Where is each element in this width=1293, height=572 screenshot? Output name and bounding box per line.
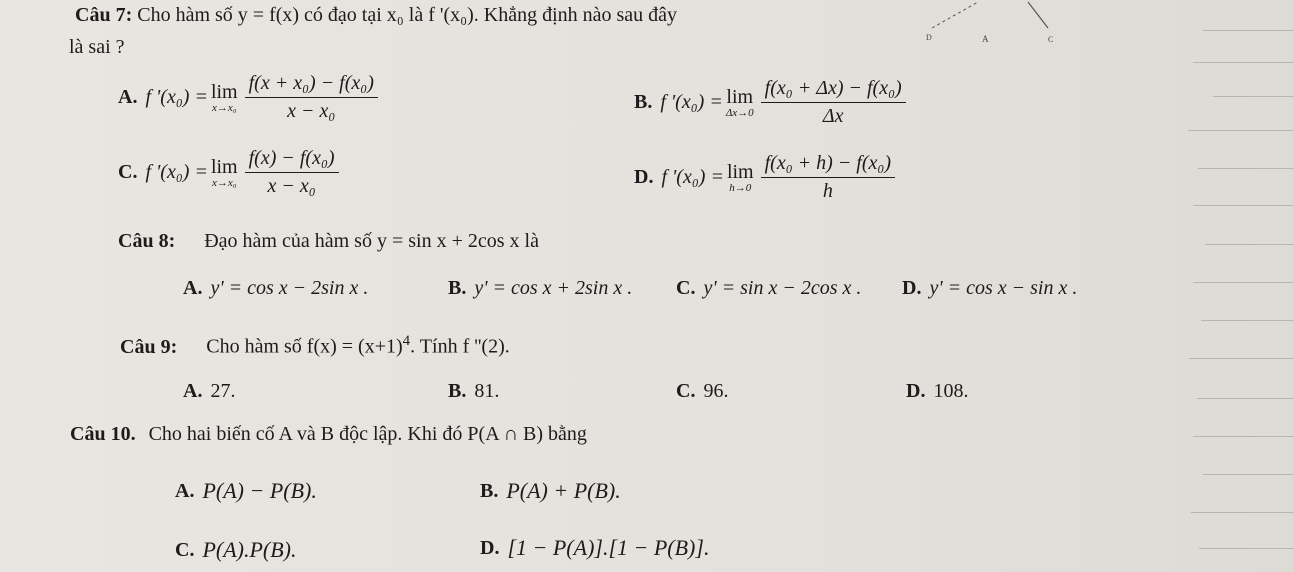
q8-option-a[interactable]: A. y' = cos x − 2sin x .: [183, 277, 369, 299]
q10-stem-line: [70, 423, 587, 446]
limit: lim x→x₀: [210, 155, 238, 189]
q8-option-c[interactable]: C. y' = sin x − 2cos x .: [676, 277, 862, 299]
q9-stem-a: Cho hàm số f(x) = (x+1): [206, 335, 403, 358]
fraction: $\frac{\text{f(x₀ + Δx) − f(x₀)}}{\Delta x}$: [761, 77, 906, 128]
fraction: $\frac{\text{f(x₀ + h) − f(x₀)}}{h}$: [761, 152, 895, 203]
limit: lim Δx→0: [725, 85, 754, 119]
q7-intro: Cho hàm số y = f(x) có đạo tại x₀ là f '(x₀). Khẳng định nào sau đây: [137, 4, 678, 26]
q10-option-a[interactable]: A. P(A) − P(B).: [175, 478, 317, 503]
q10-option-c[interactable]: C. P(A).P(B).: [175, 537, 297, 562]
q9-option-b[interactable]: B. 81.: [448, 380, 500, 402]
q8-stem: Đạo hàm của hàm số y = sin x + 2cos x là: [204, 230, 539, 252]
q8-option-d[interactable]: D. y' = cos x − sin x .: [902, 277, 1078, 299]
q7-line1: [75, 4, 677, 27]
triangle-sketch-icon: [920, 0, 1070, 50]
q9-option-a[interactable]: A. 27.: [183, 380, 236, 402]
q9-stem-b: . Tính f ''(2).: [410, 335, 510, 358]
q7-option-d[interactable]: D. f '(x₀) = lim h→0 $\frac{\text{f(x₀ + h) − f(x₀)}}{h}$: [634, 152, 899, 203]
q9-label: Câu 9:: [120, 335, 178, 358]
q9-exponent: 4: [402, 333, 411, 349]
q8-label: Câu 8:: [118, 230, 176, 252]
limit: lim x→x₀: [210, 80, 238, 114]
q10-option-b[interactable]: B. P(A) + P(B).: [480, 478, 621, 503]
q8-option-b[interactable]: B. y' = cos x + 2sin x .: [448, 277, 633, 299]
q10-label: Câu 10.: [70, 423, 136, 445]
sketch-label-a: A: [982, 34, 989, 44]
next-page-edge: [1183, 0, 1293, 572]
q7-intro2: là sai ?: [69, 36, 125, 58]
fraction: $\frac{\text{f(x + x₀) − f(x₀)}}{\text{x − x₀}}$: [245, 72, 378, 123]
q7-option-c[interactable]: C. f '(x₀) = lim x→x₀ $\frac{\text{f(x) − f(x₀)}}{\text{x − x₀}}$: [118, 147, 343, 198]
q7-option-b[interactable]: B. f '(x₀) = lim Δx→0 $\frac{\text{f(x₀ + Δx) − f(x₀)}}{\Delta x}$: [634, 77, 910, 128]
q9-option-d[interactable]: D. 108.: [906, 380, 969, 402]
q7-option-a[interactable]: A. f '(x₀) = lim x→x₀ $\frac{\text{f(x + x₀) − f(x₀)}}{\text{x − x₀}}$: [118, 72, 382, 123]
fraction: $\frac{\text{f(x) − f(x₀)}}{\text{x − x₀}}$: [245, 147, 339, 198]
q10-stem: Cho hai biến cố A và B độc lập. Khi đó P(A ∩ B) bằng: [148, 423, 587, 445]
sketch-label-c: C: [1048, 35, 1054, 44]
sketch-label-d: D: [926, 33, 932, 42]
q9-option-c[interactable]: C. 96.: [676, 380, 729, 402]
q10-option-d[interactable]: D. [1 − P(A)].[1 − P(B)].: [480, 535, 710, 560]
q7-label: Câu 7:: [75, 4, 133, 26]
limit: lim h→0: [726, 160, 754, 194]
q9-stem-line: [120, 333, 510, 359]
q8-stem-line: [118, 230, 539, 253]
